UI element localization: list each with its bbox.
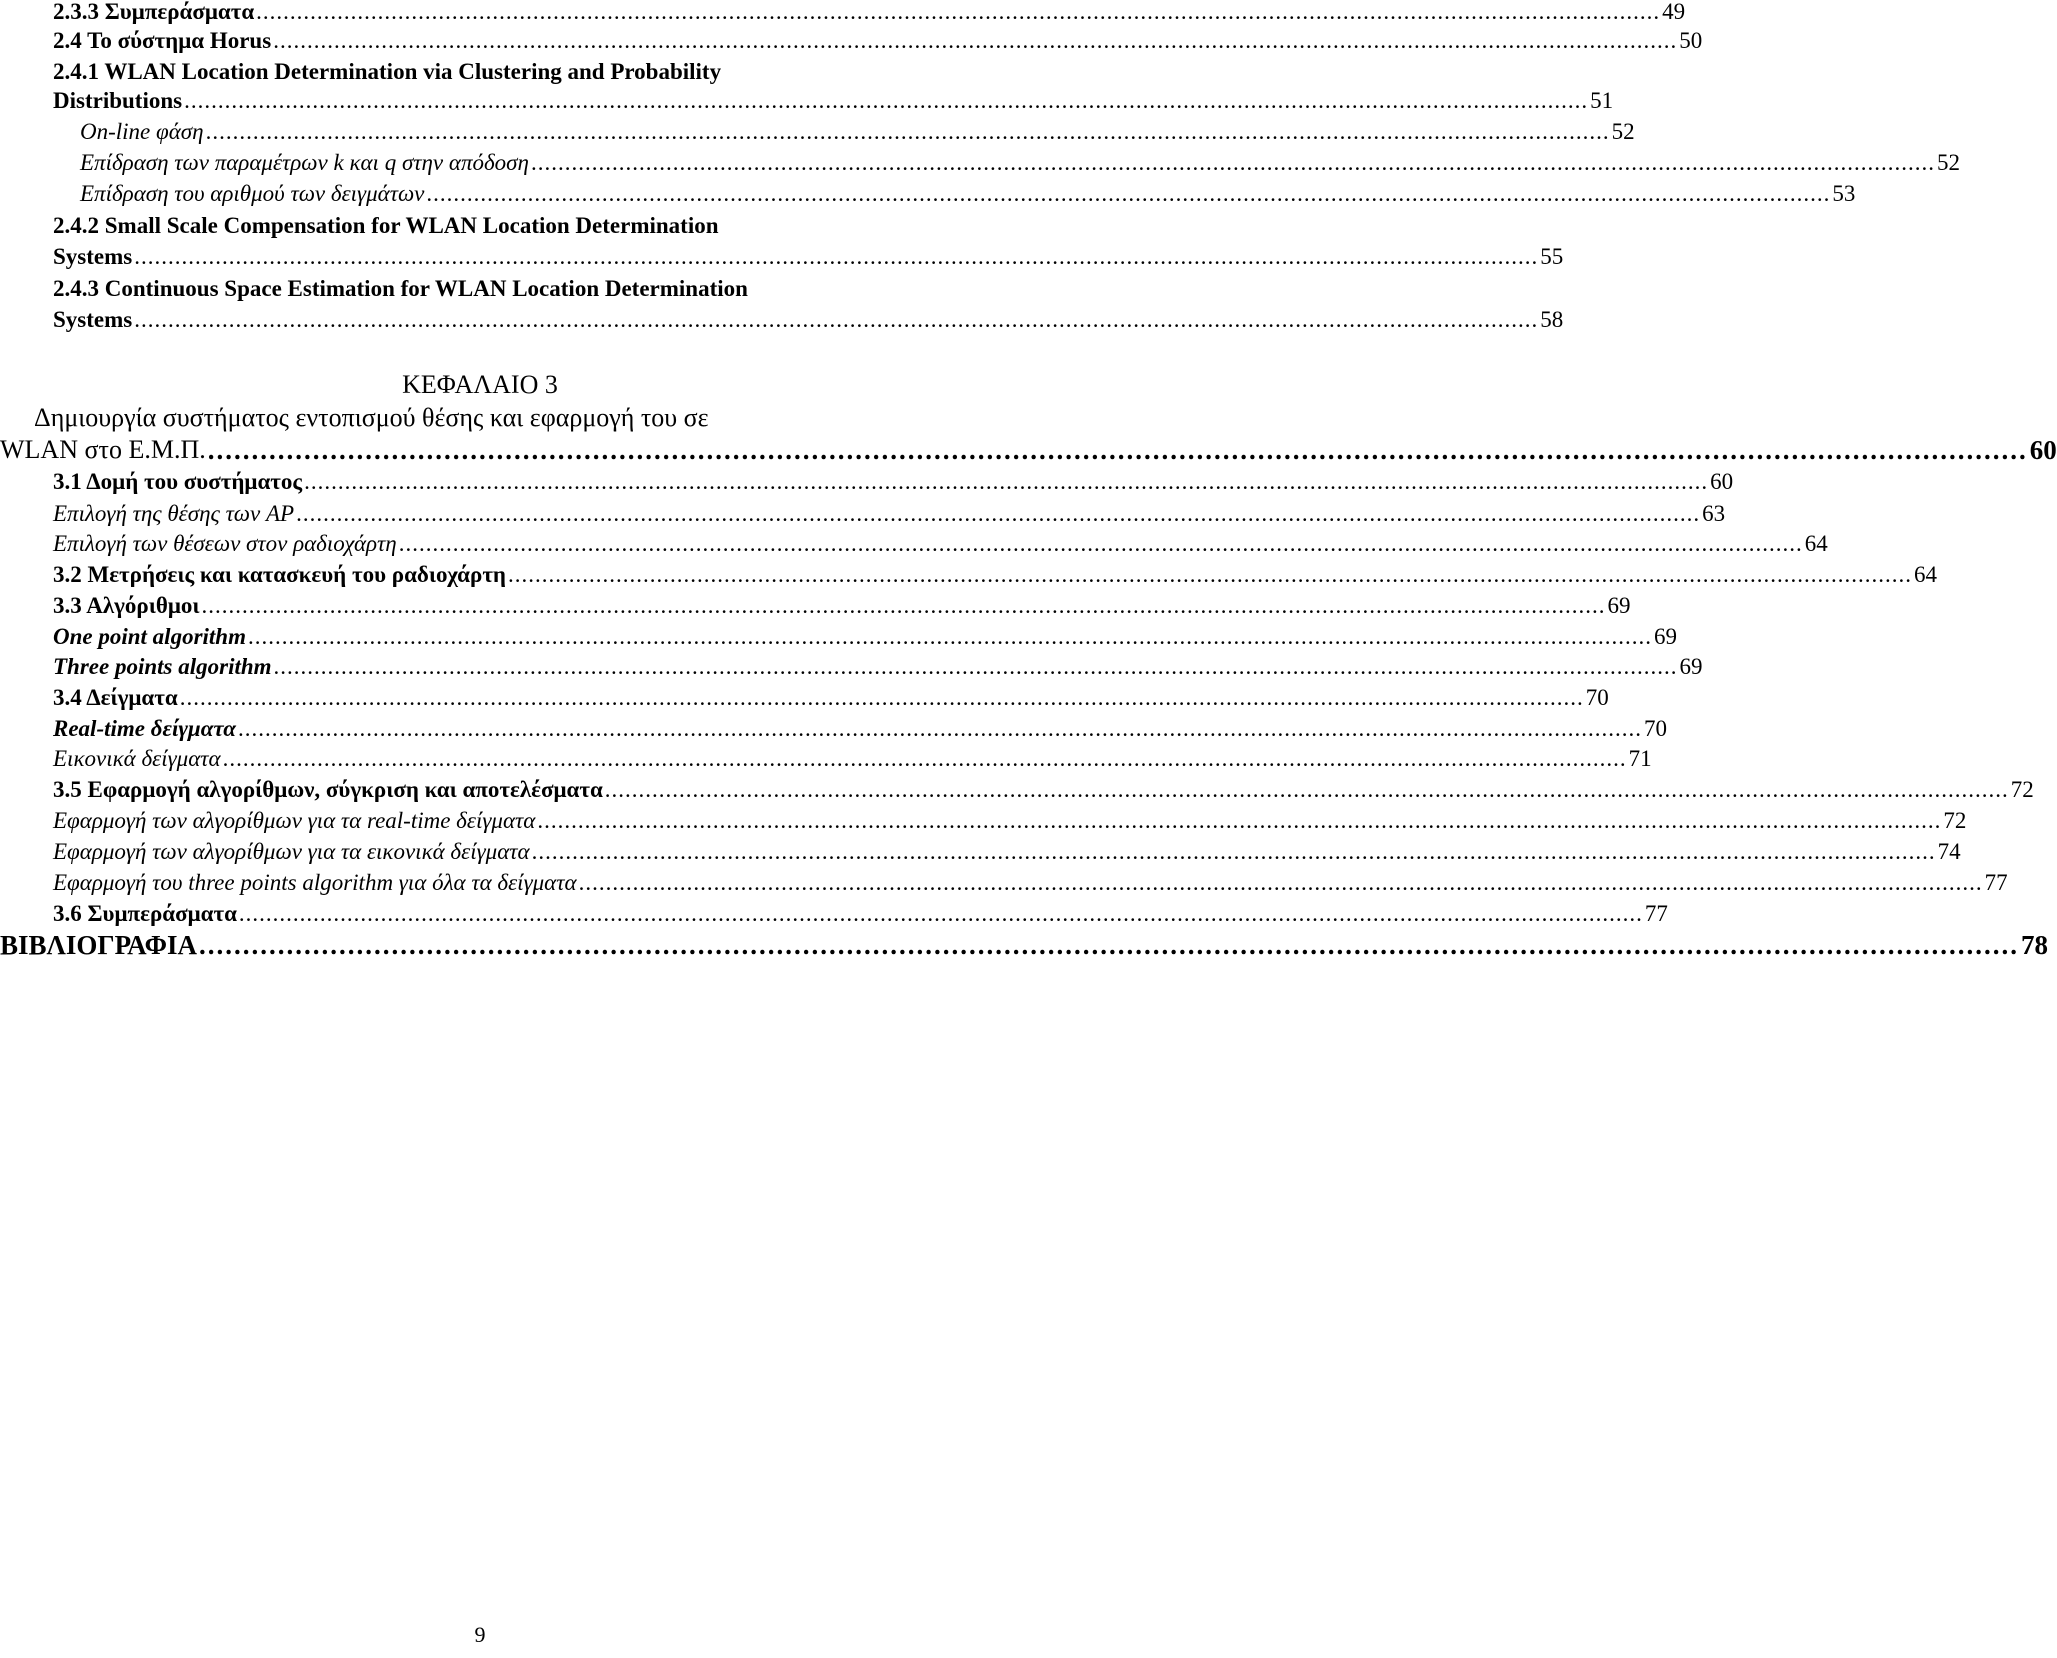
dot-leader: ................................................................................................................................................................................................................ (530, 150, 1935, 175)
toc-entry-page: 72 (1943, 808, 1967, 833)
toc-entry[interactable] (53, 561, 1937, 589)
dot-leader: ................................................................................................................................................................................................................ (184, 88, 1589, 113)
toc-entry-bibliography[interactable] (0, 929, 2049, 961)
toc-entry-page: 52 (1936, 150, 1960, 175)
toc-entry-page: 69 (1653, 624, 1677, 649)
toc-entry[interactable] (53, 27, 1703, 55)
toc-entry-title: 3.1 Δομή του συστήματος (53, 469, 303, 494)
dot-leader: ................................................................................................................................................................................................................ (256, 0, 1661, 24)
toc-entry-title: Εφαρμογή των αλγορίθμων για τα real-time δείγματα (53, 808, 536, 833)
toc-entry[interactable] (53, 869, 2008, 897)
dot-leader: ................................................................................................................................................................................................................ (273, 654, 1678, 679)
toc-entry[interactable] (53, 653, 1703, 681)
toc-entry-title: Εφαρμογή του three points algorithm για όλα τα δείγματα (53, 870, 577, 895)
toc-entry-page: 55 (1540, 244, 1564, 269)
toc-entry[interactable] (53, 623, 1677, 651)
toc-entry-title: Three points algorithm (53, 654, 272, 679)
toc-entry-title: Εικονικά δείγματα (53, 746, 221, 771)
chapter-title-line[interactable]: Δημιουργία συστήματος εντοπισμού θέσης και εφαρμογή του σε (34, 403, 709, 432)
toc-entry-page: 69 (1607, 593, 1631, 618)
toc-entry-page: 64 (1913, 562, 1937, 587)
toc-entry-title: Distributions (53, 88, 183, 113)
toc-entry[interactable] (53, 530, 1828, 558)
dot-leader: ................................................................................................................................................................................................................ (507, 562, 1912, 587)
toc-entry[interactable] (53, 500, 1726, 528)
toc-entry-title-line[interactable]: 2.4.2 Small Scale Compensation for WLAN Location Determination (53, 213, 719, 238)
toc-entry-title: Real-time δείγματα (53, 716, 237, 741)
dot-leader: ................................................................................................................................................................................................................ (578, 870, 1983, 895)
toc-entry-page: 49 (1662, 0, 1686, 24)
dot-leader: ................................................................................................................................................................................................................ (273, 28, 1678, 53)
dot-leader: ................................................................................................................................................................................................................ (222, 746, 1627, 771)
toc-entry[interactable] (53, 0, 1686, 26)
toc-entry-title: One point algorithm (53, 624, 246, 649)
toc-entry[interactable] (53, 807, 1967, 835)
toc-entry[interactable] (53, 684, 1609, 712)
dot-leader: ................................................................................................................................................................................................................ (426, 181, 1831, 206)
toc-entry-title: 2.3.3 Συμπεράσματα (53, 0, 255, 24)
toc-entry-page: 60 (2029, 435, 2057, 465)
toc-entry[interactable] (53, 87, 1614, 115)
toc-entry-page: 53 (1832, 181, 1856, 206)
dot-leader: ................................................................................................................................................................................................................ (296, 501, 1701, 526)
toc-entry[interactable] (53, 838, 1961, 866)
toc-entry-title: 2.4 Το σύστημα Horus (53, 28, 272, 53)
dot-leader: ................................................................................................................................................................................................................ (537, 808, 1942, 833)
dot-leader: ................................................................................................................................................................................................................ (199, 930, 2020, 960)
dot-leader: ................................................................................................................................................................................................................ (238, 716, 1643, 741)
dot-leader: ................................................................................................................................................................................................................ (247, 624, 1652, 649)
dot-leader: ................................................................................................................................................................................................................ (304, 469, 1709, 494)
page-number: 9 (474, 1622, 486, 1647)
toc-entry-title: On-line φάση (80, 119, 204, 144)
toc-entry-page: 64 (1804, 531, 1828, 556)
toc-entry-page: 78 (2021, 930, 2049, 960)
toc-entry-title: Επίδραση του αριθμού των δειγμάτων (80, 181, 425, 206)
toc-entry-title: ΒΙΒΛΙΟΓΡΑΦΙΑ (0, 930, 198, 960)
dot-leader: ................................................................................................................................................................................................................ (604, 777, 2009, 802)
toc-entry[interactable] (53, 306, 1564, 334)
toc-entry-page: 77 (1644, 901, 1668, 926)
dot-leader: ................................................................................................................................................................................................................ (134, 244, 1539, 269)
toc-entry-page: 52 (1611, 119, 1635, 144)
toc-entry[interactable] (0, 434, 2057, 466)
chapter-title-line: WLAN στο Ε.Μ.Π. (0, 435, 206, 464)
toc-entry-page: 50 (1679, 28, 1703, 53)
toc-entry[interactable] (80, 180, 1856, 208)
dot-leader: ................................................................................................................................................................................................................ (207, 435, 2028, 465)
toc-entry-page: 71 (1628, 746, 1652, 771)
toc-entry-page: 72 (2010, 777, 2034, 802)
dot-leader: ................................................................................................................................................................................................................ (134, 307, 1539, 332)
toc-entry-title: 3.2 Μετρήσεις και κατασκευή του ραδιοχάρτη (53, 562, 506, 587)
dot-leader: ................................................................................................................................................................................................................ (531, 839, 1936, 864)
toc-entry[interactable] (53, 243, 1564, 271)
toc-entry-page: 58 (1540, 307, 1564, 332)
dot-leader: ................................................................................................................................................................................................................ (398, 531, 1803, 556)
toc-entry-title: Systems (53, 244, 133, 269)
toc-entry-title: 3.6 Συμπεράσματα (53, 901, 237, 926)
toc-entry-title: Systems (53, 307, 133, 332)
toc-entry-title: 3.4 Δείγματα (53, 685, 178, 710)
toc-entry-page: 63 (1702, 501, 1726, 526)
toc-entry[interactable] (53, 592, 1631, 620)
dot-leader: ................................................................................................................................................................................................................ (201, 593, 1606, 618)
toc-entry-title-line[interactable]: 2.4.1 WLAN Location Determination via Clustering and Probability (53, 59, 722, 84)
dot-leader: ................................................................................................................................................................................................................ (205, 119, 1610, 144)
toc-entry-page: 70 (1644, 716, 1668, 741)
toc-entry-title-line[interactable]: 2.4.3 Continuous Space Estimation for WLAN Location Determination (53, 276, 748, 301)
toc-entry-page: 60 (1710, 469, 1734, 494)
toc-entry[interactable] (53, 900, 1668, 928)
toc-entry-title: 3.3 Αλγόριθμοι (53, 593, 200, 618)
toc-entry-page: 74 (1937, 839, 1961, 864)
toc-entry-title: Επίδραση των παραμέτρων k και q στην απόδοση (80, 150, 529, 175)
dot-leader: ................................................................................................................................................................................................................ (179, 685, 1584, 710)
chapter-heading[interactable]: ΚΕΦΑΛΑΙΟ 3 (402, 370, 558, 399)
toc-entry-page: 51 (1590, 88, 1614, 113)
toc-entry[interactable] (80, 149, 1960, 177)
toc-entry-title: Εφαρμογή των αλγορίθμων για τα εικονικά δείγματα (53, 839, 530, 864)
toc-entry[interactable] (53, 715, 1668, 743)
toc-entry-page: 70 (1585, 685, 1609, 710)
toc-entry-page: 77 (1984, 870, 2008, 895)
toc-entry[interactable] (80, 118, 1635, 146)
toc-entry-title: Επιλογή των θέσεων στον ραδιοχάρτη (53, 531, 397, 556)
dot-leader: ................................................................................................................................................................................................................ (238, 901, 1643, 926)
toc-entry[interactable] (53, 776, 2034, 804)
toc-entry-title: Επιλογή της θέσης των AP (53, 501, 295, 526)
toc-entry[interactable] (53, 468, 1734, 496)
toc-entry-page: 69 (1679, 654, 1703, 679)
toc-entry-title: 3.5 Εφαρμογή αλγορίθμων, σύγκριση και αποτελέσματα (53, 777, 603, 802)
toc-entry[interactable] (53, 745, 1652, 773)
